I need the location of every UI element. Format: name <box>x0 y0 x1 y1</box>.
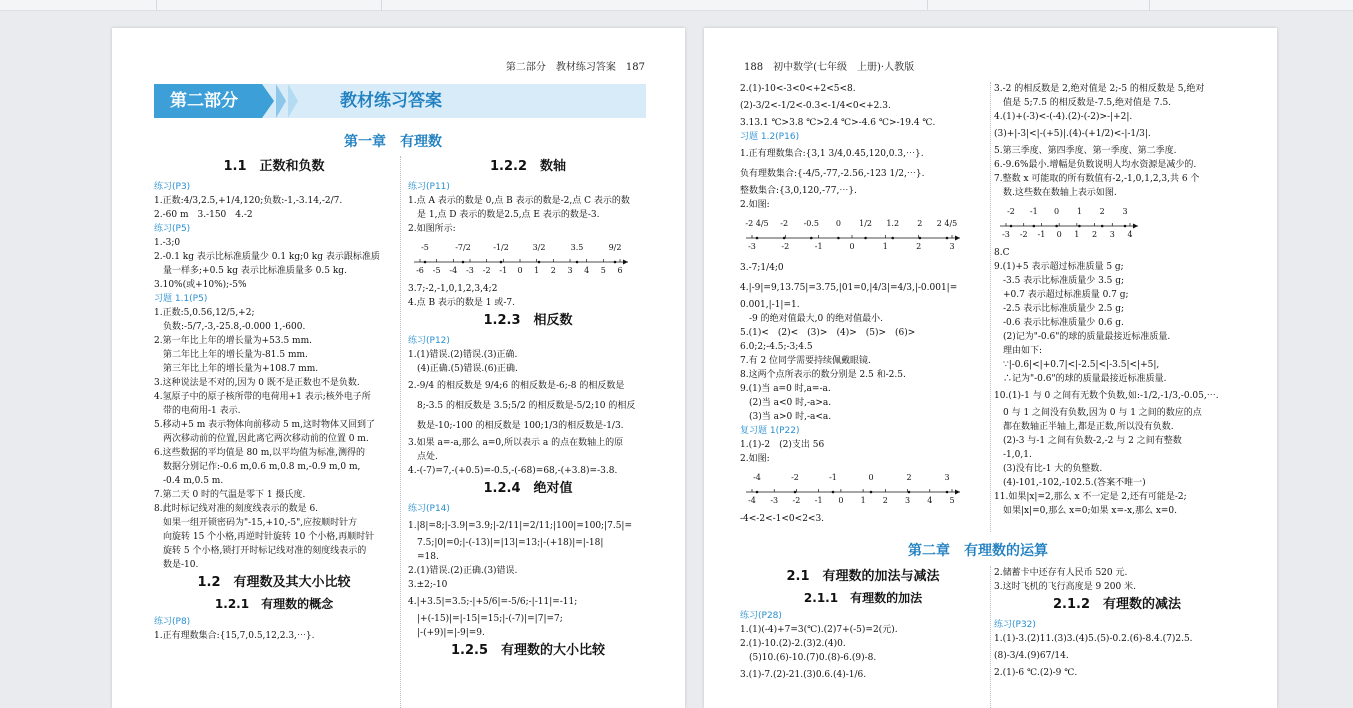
answer-line: -2.5 表示比标准质量少 2.5 g; <box>1003 304 1125 314</box>
answer-line: 数是-10. <box>163 560 199 570</box>
answer-line: 1.|8|=8;|-3.9|=3.9;|-2/11|=2/11;|100|=100;|7.5|= <box>408 521 632 531</box>
tick-label: -2 <box>482 266 491 275</box>
tick-label: 4 <box>1127 230 1133 239</box>
tick-label: -3 <box>1002 230 1010 239</box>
tick-label: 3 <box>949 242 955 251</box>
answer-line: 如果一组开锁密码为"-15,+10,-5",应按顺时针方 <box>163 518 358 528</box>
tick-label: 1 <box>1074 230 1080 239</box>
point-dot <box>1124 225 1127 228</box>
answer-line: 1.正数:5,0.56,12/5,+2; <box>154 308 255 318</box>
answer-line: 4.点 B 表示的数是 1 或-7. <box>408 298 515 308</box>
exercise-heading: 习题 1.1(P5) <box>154 294 208 304</box>
column-1 <box>740 82 986 526</box>
answer-line: 理由如下: <box>1003 346 1043 356</box>
tick-label: 2 <box>882 496 888 505</box>
answer-line: 7.整数 x 可能取的所有数值有-2,-1,0,1,2,3,共 6 个 <box>994 174 1200 184</box>
point-label: -7/2 <box>455 243 471 252</box>
answer-line: 3.10%(或+10%);-5% <box>154 280 247 290</box>
point-label: 1/2 <box>859 219 873 228</box>
point-dot <box>919 237 922 240</box>
arrow-icon <box>955 490 960 495</box>
column-2 <box>994 82 1240 518</box>
answer-line: +0.7 表示超过标准质量 0.7 g; <box>1003 290 1129 300</box>
answer-line: 4.-(-7)=7,-(+0.5)=-0.5,-(-68)=68,-(+3.8)=-3.8. <box>408 466 618 476</box>
exercise-heading: 练习(P11) <box>408 182 450 192</box>
point-dot <box>1010 225 1013 228</box>
point-label: -1 <box>829 473 837 482</box>
answer-line: 是 1,点 D 表示的数是2.5,点 E 表示的数是-3. <box>417 210 600 220</box>
subsection-heading: 1.2.1 有理数的概念 <box>214 597 334 611</box>
answer-line: 1.-3;0 <box>154 238 181 248</box>
answer-line: 2.第一年比上年的增长量为+53.5 mm. <box>154 336 312 346</box>
point-label: -1 <box>1029 207 1038 216</box>
answer-line: 负数:-5/7,-3,-25.8,-0.000 1,-600. <box>163 322 306 332</box>
tick-label: 3 <box>567 266 573 275</box>
tick-label: 0 <box>1056 230 1062 239</box>
section-heading: 1.2.4 绝对值 <box>483 481 573 496</box>
answer-line: 1.(1)-2 (2)支出 56 <box>740 440 825 450</box>
tick-label: -1 <box>1037 230 1046 239</box>
column-4 <box>994 566 1240 680</box>
arrow-icon <box>1133 224 1138 229</box>
point-label: 9/2 <box>608 243 622 252</box>
answer-line: 3.如果 a=-a,那么 a=0,所以表示 a 的点在数轴上的原 <box>408 438 624 448</box>
chevron-icon <box>276 84 286 118</box>
tick-label: -2 <box>1019 230 1028 239</box>
point-dot <box>832 491 835 494</box>
toolbar-separator <box>381 0 382 10</box>
point-dot <box>1055 225 1058 228</box>
point-dot <box>946 237 949 240</box>
answer-line: 1.(1)错误.(2)错误.(3)正确. <box>408 350 518 360</box>
answer-line: (2)-3 与-1 之间有负数-2,-2 与 2 之间有整数 <box>1003 436 1182 446</box>
tick-label: 3 <box>905 496 911 505</box>
answer-line: 2.(1)-10<-3<0<+2<5<8. <box>740 84 856 94</box>
answer-line: (3)当 a>0 时,-a<a. <box>749 412 832 422</box>
answer-line: 2.(1)-6 ℃.(2)-9 ℃. <box>994 668 1078 678</box>
point-dot <box>756 237 759 240</box>
answer-line: 1.(1)-3.(2)11.(3)3.(4)5.(5)-0.2.(6)-8.4.(7)2.5. <box>994 634 1193 644</box>
answer-line: 10.(1)-1 与 0 之间有无数个负数,如:-1/2,-1/3,-0.05,⋯. <box>994 391 1219 401</box>
chevron-icon <box>288 84 298 118</box>
answer-line: (3)没有比-1 大的负整数. <box>1003 464 1103 474</box>
tick-label: 2 <box>550 266 556 275</box>
point-dot <box>1101 225 1104 228</box>
number-line <box>994 202 1144 242</box>
point-label: -2 4/5 <box>745 219 769 228</box>
tick-label: 5 <box>949 496 955 505</box>
answer-line: (3)+|-3|<|-(+5)|.(4)-(+1/2)<-|-1/3|. <box>994 129 1151 139</box>
answer-line: 5.移动+5 m 表示物体向前移动 5 m,这时物体又回到了 <box>154 420 375 430</box>
column-divider <box>400 156 401 708</box>
section-heading: 1.2 有理数及其大小比较 <box>197 575 351 590</box>
answer-line: 8.C <box>994 248 1010 258</box>
answer-line: (2)当 a<0 时,-a>a. <box>749 398 832 408</box>
tick-label: 0 <box>849 242 855 251</box>
point-dot <box>538 261 541 264</box>
point-label: 2 4/5 <box>936 219 958 228</box>
answer-line: 5.(1)< (2)< (3)> (4)> (5)> (6)> <box>740 328 916 338</box>
tick-label: 0 <box>838 496 844 505</box>
point-label: 3 <box>1122 207 1128 216</box>
answer-line: (5)10.(6)-10.(7)0.(8)-6.(9)-8. <box>749 653 877 663</box>
point-dot <box>864 237 867 240</box>
answer-line: 2.如图: <box>740 454 770 464</box>
point-dot <box>946 491 949 494</box>
tick-label: -4 <box>449 266 458 275</box>
answer-line: |-(+9)|=|-9|=9. <box>417 628 485 638</box>
number-line <box>408 238 634 278</box>
column-divider <box>990 566 991 708</box>
point-label: -1/2 <box>493 243 509 252</box>
tick-label: 1 <box>882 242 888 251</box>
answer-line: ∴记为"-0.6"的球的质量最接近标准质量. <box>1003 374 1167 384</box>
point-dot <box>500 261 503 264</box>
point-label: 2 <box>917 219 923 228</box>
tick-label: 4 <box>927 496 933 505</box>
running-head: 188 初中数学(七年级 上册)·人教版 <box>744 62 915 73</box>
answer-line: 1.(1)(-4)+7=3(℃).(2)7+(-5)=2(元). <box>740 625 898 635</box>
point-dot <box>1078 225 1081 228</box>
point-dot <box>794 491 797 494</box>
answer-line: 3.7;-2,-1,0,1,2,3,4;2 <box>408 284 498 294</box>
answer-line: 2.-60 m 3.-150 4.-2 <box>154 210 253 220</box>
chapter-title: 第一章 有理数 <box>344 134 442 150</box>
viewer-toolbar <box>0 0 1353 11</box>
part-banner <box>154 84 646 118</box>
answer-line: -4<-2<-1<0<2<3. <box>740 514 825 524</box>
answer-line: -0.4 m,0.5 m. <box>163 476 224 486</box>
point-dot <box>908 491 911 494</box>
answer-line: 1.点 A 表示的数是 0,点 B 表示的数是-2,点 C 表示的数 <box>408 196 630 206</box>
point-label: 3 <box>944 473 950 482</box>
section-heading: 1.2.3 相反数 <box>483 313 573 328</box>
answer-line: 4.(1)+(-3)<-(-4).(2)-(-2)>-|+2|. <box>994 112 1133 122</box>
exercise-heading: 复习题 1(P22) <box>740 426 800 436</box>
tick-label: 1 <box>860 496 866 505</box>
exercise-heading: 练习(P3) <box>154 182 191 192</box>
banner-tag: 第二部分 <box>154 84 262 118</box>
point-label: -2 <box>780 219 789 228</box>
answer-line: 8.此时标记线对准的刻度线表示的数是 6. <box>154 504 319 514</box>
answer-line: -0.6 表示比标准质量少 0.6 g. <box>1003 318 1124 328</box>
page-188 <box>704 28 1277 708</box>
tick-label: -1 <box>814 496 823 505</box>
tick-label: -6 <box>416 266 424 275</box>
answer-line: 2.如图所示: <box>408 224 456 234</box>
point-dot <box>837 237 840 240</box>
answer-line: 值是 5;7.5 的相反数是-7.5,绝对值是 7.5. <box>1003 98 1172 108</box>
tick-label: -3 <box>770 496 779 505</box>
exercise-heading: 练习(P5) <box>154 224 191 234</box>
answer-line: 8;-3.5 的相反数是 3.5;5/2 的相反数是-5/2;10 的相反 <box>408 401 636 411</box>
section-heading: 2.1 有理数的加法与减法 <box>786 569 940 584</box>
answer-line: 9.(1)+5 表示超过标准质量 5 g; <box>994 262 1124 272</box>
answer-line: 第二年比上年的增长量为-81.5 mm. <box>163 350 308 360</box>
point-label: -5 <box>421 243 429 252</box>
answer-line: 3.这时飞机的飞行高度是 9 200 米. <box>994 582 1136 592</box>
answer-line: 整数集合:{3,0,120,-77,⋯}. <box>740 186 857 196</box>
point-label: 0 <box>835 219 841 228</box>
point-dot <box>810 237 813 240</box>
chevron-icon <box>262 84 274 118</box>
answer-line: 数据分别记作:-0.6 m,0.6 m,0.8 m,-0.9 m,0 m, <box>163 462 361 472</box>
page-187 <box>112 28 685 708</box>
point-dot <box>614 261 617 264</box>
answer-line: 4.氢原子中的原子核所带的电荷用+1 表示;核外电子所 <box>154 392 371 402</box>
answer-line: (2)-3/2<-1/2<-0.3<-1/4<0<+2.3. <box>740 101 891 111</box>
answer-line: 旋转 5 个小格,锁打开时标记线对准的刻度线表示的 <box>163 546 367 556</box>
point-dot <box>870 491 873 494</box>
answer-line: 2.储蓄卡中还存有人民币 520 元. <box>994 568 1128 578</box>
answer-line: (4)正确.(5)错误.(6)正确. <box>417 364 518 374</box>
answer-line: 8.这两个点所表示的数分别是 2.5 和-2.5. <box>740 370 906 380</box>
point-label: 2 <box>906 473 912 482</box>
answer-line: 0 与 1 之间没有负数,因为 0 与 1 之间的数应的点 <box>1003 408 1202 418</box>
tick-label: 4 <box>584 266 590 275</box>
answer-line: 7.第二天 0 时的气温是零下 1 摄氏度. <box>154 490 306 500</box>
tick-label: 1 <box>534 266 540 275</box>
section-heading: 1.2.2 数轴 <box>489 159 566 174</box>
answer-line: 3.±2;-10 <box>408 580 448 590</box>
column-2 <box>408 156 648 664</box>
point-label: 2 <box>1099 207 1105 216</box>
answer-line: (4)-101,-102,-102.5.(答案不唯一) <box>1003 478 1146 488</box>
point-dot <box>756 491 759 494</box>
answer-line: 数.这些数在数轴上表示如图. <box>1003 188 1117 198</box>
answer-line: 两次移动前的位置,因此离它两次移动前的位置 0 m. <box>163 434 369 444</box>
point-label: -4 <box>753 473 761 482</box>
answer-line: |+(-15)|=|-15|=15;|-(-7)|=|7|=7; <box>417 614 563 624</box>
answer-line: 如果|x|=0,那么 x=0;如果 x=-x,那么 x=0. <box>1003 506 1178 516</box>
toolbar-separator <box>927 0 928 10</box>
answer-line: 2.(1)错误.(2)正确.(3)错误. <box>408 566 518 576</box>
point-label: 3.5 <box>570 243 584 252</box>
answer-line: 2.如图: <box>740 200 770 210</box>
point-label: 1.2 <box>886 219 900 228</box>
answer-line: ∵|-0.6|<|+0.7|<|-2.5|<|-3.5|<|+5|, <box>1003 360 1160 370</box>
point-label: -0.5 <box>803 219 820 228</box>
answer-line: -1,0,1. <box>1003 450 1032 460</box>
answer-line: 带的电荷用-1 表示. <box>163 406 241 416</box>
tick-label: 6 <box>617 266 623 275</box>
chapter-title: 第二章 有理数的运算 <box>908 543 1048 559</box>
answer-line: 7.5;|0|=0;|-(-13)|=|13|=13;|-(+18)|=|-18| <box>417 538 604 548</box>
exercise-heading: 练习(P12) <box>408 336 450 346</box>
exercise-heading: 习题 1.2(P16) <box>740 132 800 142</box>
point-dot <box>1033 225 1036 228</box>
tick-label: 3 <box>1109 230 1115 239</box>
tick-label: 0 <box>517 266 523 275</box>
point-label: -2 <box>1007 207 1015 216</box>
tick-label: -1 <box>499 266 508 275</box>
answer-line: 都在数轴正半轴上,都是正数,所以没有负数. <box>1003 422 1174 432</box>
tick-label: -3 <box>466 266 474 275</box>
answer-line: (8)-3/4.(9)67/14. <box>994 651 1069 661</box>
answer-line: 3.(1)-7.(2)-21.(3)0.6.(4)-1/6. <box>740 670 867 680</box>
number-line <box>740 468 966 508</box>
answer-line: 11.如果|x|=2,那么 x 不一定是 2,还有可能是-2; <box>994 492 1187 502</box>
answer-line: 7.有 2 位同学需要持续佩戴眼镜. <box>740 356 871 366</box>
answer-line: 4.|+3.5|=3.5;-|+5/6|=-5/6;-|-11|=-11; <box>408 597 578 607</box>
toolbar-separator <box>1149 0 1150 10</box>
answer-line: 4.|-9|=9,13.75|=3.75,|01=0,|4/3|=4/3,|-0.001|= <box>740 283 958 293</box>
running-head: 第二部分 教材练习答案 187 <box>505 62 645 73</box>
answer-line: -3.5 表示比标准质量少 3.5 g; <box>1003 276 1125 286</box>
point-dot <box>462 261 465 264</box>
tick-label: -3 <box>748 242 756 251</box>
section-heading: 1.1 正数和负数 <box>223 159 325 174</box>
arrow-icon <box>955 236 960 241</box>
point-label: 0 <box>868 473 874 482</box>
arrow-icon <box>623 260 628 265</box>
answer-line: 6.-9.6%最小.增幅是负数说明人均水资源是减少的. <box>994 160 1197 170</box>
answer-line: 3.-2 的相反数是 2,绝对值是 2;-5 的相反数是 5,绝对 <box>994 84 1205 94</box>
column-3 <box>740 566 986 685</box>
answer-line: =18. <box>417 552 439 562</box>
tick-label: -4 <box>748 496 756 505</box>
point-dot <box>783 237 786 240</box>
subsection-heading: 2.1.1 有理数的加法 <box>803 591 923 605</box>
point-dot <box>424 261 427 264</box>
answer-line: 0.001,|-1|=1. <box>740 300 800 310</box>
answer-line: 9.(1)当 a=0 时,a=-a. <box>740 384 831 394</box>
section-heading: 1.2.5 有理数的大小比较 <box>450 643 605 658</box>
tick-label: 2 <box>916 242 922 251</box>
answer-line: 6.0;2;-4.5;-3;4.5 <box>740 342 813 352</box>
answer-line: 1.正有理数集合:{15,7,0.5,12,2.3,⋯}. <box>154 631 315 641</box>
point-label: 3/2 <box>532 243 546 252</box>
answer-line: 1.正数:4/3,2.5,+1/4,120;负数:-1,-3.14,-2/7. <box>154 196 343 206</box>
answer-line: 第三年比上年的增长量为+108.7 mm. <box>163 364 319 374</box>
tick-label: -1 <box>814 242 823 251</box>
answer-line: -9 的绝对值最大,0 的绝对值最小. <box>749 314 883 324</box>
banner-title: 教材练习答案 <box>340 91 442 111</box>
column-1 <box>154 156 394 643</box>
toolbar-separator <box>156 0 157 10</box>
exercise-heading: 练习(P8) <box>154 617 191 627</box>
point-label: 1 <box>1076 207 1082 216</box>
tick-label: -2 <box>792 496 801 505</box>
answer-line: 3.-7;1/4;0 <box>740 263 784 273</box>
point-label: -2 <box>791 473 799 482</box>
tick-label: 2 <box>1092 230 1098 239</box>
point-label: 0 <box>1054 207 1060 216</box>
answer-line: 6.这些数据的平均值是 80 m,以平均值为标准,测得的 <box>154 448 366 458</box>
number-line <box>740 214 966 254</box>
answer-line: 点处. <box>417 452 438 462</box>
answer-line: 2.-9/4 的相反数是 9/4;6 的相反数是-6;-8 的相反数是 <box>408 381 625 391</box>
exercise-heading: 练习(P14) <box>408 504 450 514</box>
answer-line: 3.这种说法是不对的,因为 0 既不是正数也不是负数. <box>154 378 360 388</box>
tick-label: -2 <box>781 242 790 251</box>
tick-label: -5 <box>432 266 441 275</box>
point-dot <box>891 237 894 240</box>
column-divider <box>990 82 991 532</box>
answer-line: 1.正有理数集合:{3,1 3/4,0.45,120,0.3̇,⋯}. <box>740 149 924 159</box>
answer-line: 3.13.1 ℃>3.8 ℃>2.4 ℃>-4.6 ℃>-19.4 ℃. <box>740 118 936 128</box>
answer-line: 负有理数集合:{-4/5,-77,-2.56,-123 1/2,⋯}. <box>740 169 925 179</box>
point-dot <box>576 261 579 264</box>
answer-line: 5.第三季度、第四季度、第一季度、第二季度. <box>994 146 1177 156</box>
answer-line: (2)记为"-0.6"的球的质量最接近标准质量. <box>1003 332 1171 342</box>
exercise-heading: 练习(P28) <box>740 611 782 621</box>
section-heading: 2.1.2 有理数的减法 <box>1052 597 1181 612</box>
exercise-heading: 练习(P32) <box>994 620 1036 630</box>
answer-line: 2.-0.1 kg 表示比标准质量少 0.1 kg;0 kg 表示跟标准质 <box>154 252 380 262</box>
answer-line: 2.(1)-10.(2)-2.(3)2.(4)0. <box>740 639 846 649</box>
answer-line: 数是-10;-100 的相反数是 100;1/3的相反数是-1/3. <box>408 421 624 431</box>
answer-line: 向旋转 15 个小格,再逆时针旋转 10 个小格,再顺时针 <box>163 532 375 542</box>
answer-line: 量一样多;+0.5 kg 表示比标准质量多 0.5 kg. <box>163 266 347 276</box>
tick-label: 5 <box>600 266 606 275</box>
